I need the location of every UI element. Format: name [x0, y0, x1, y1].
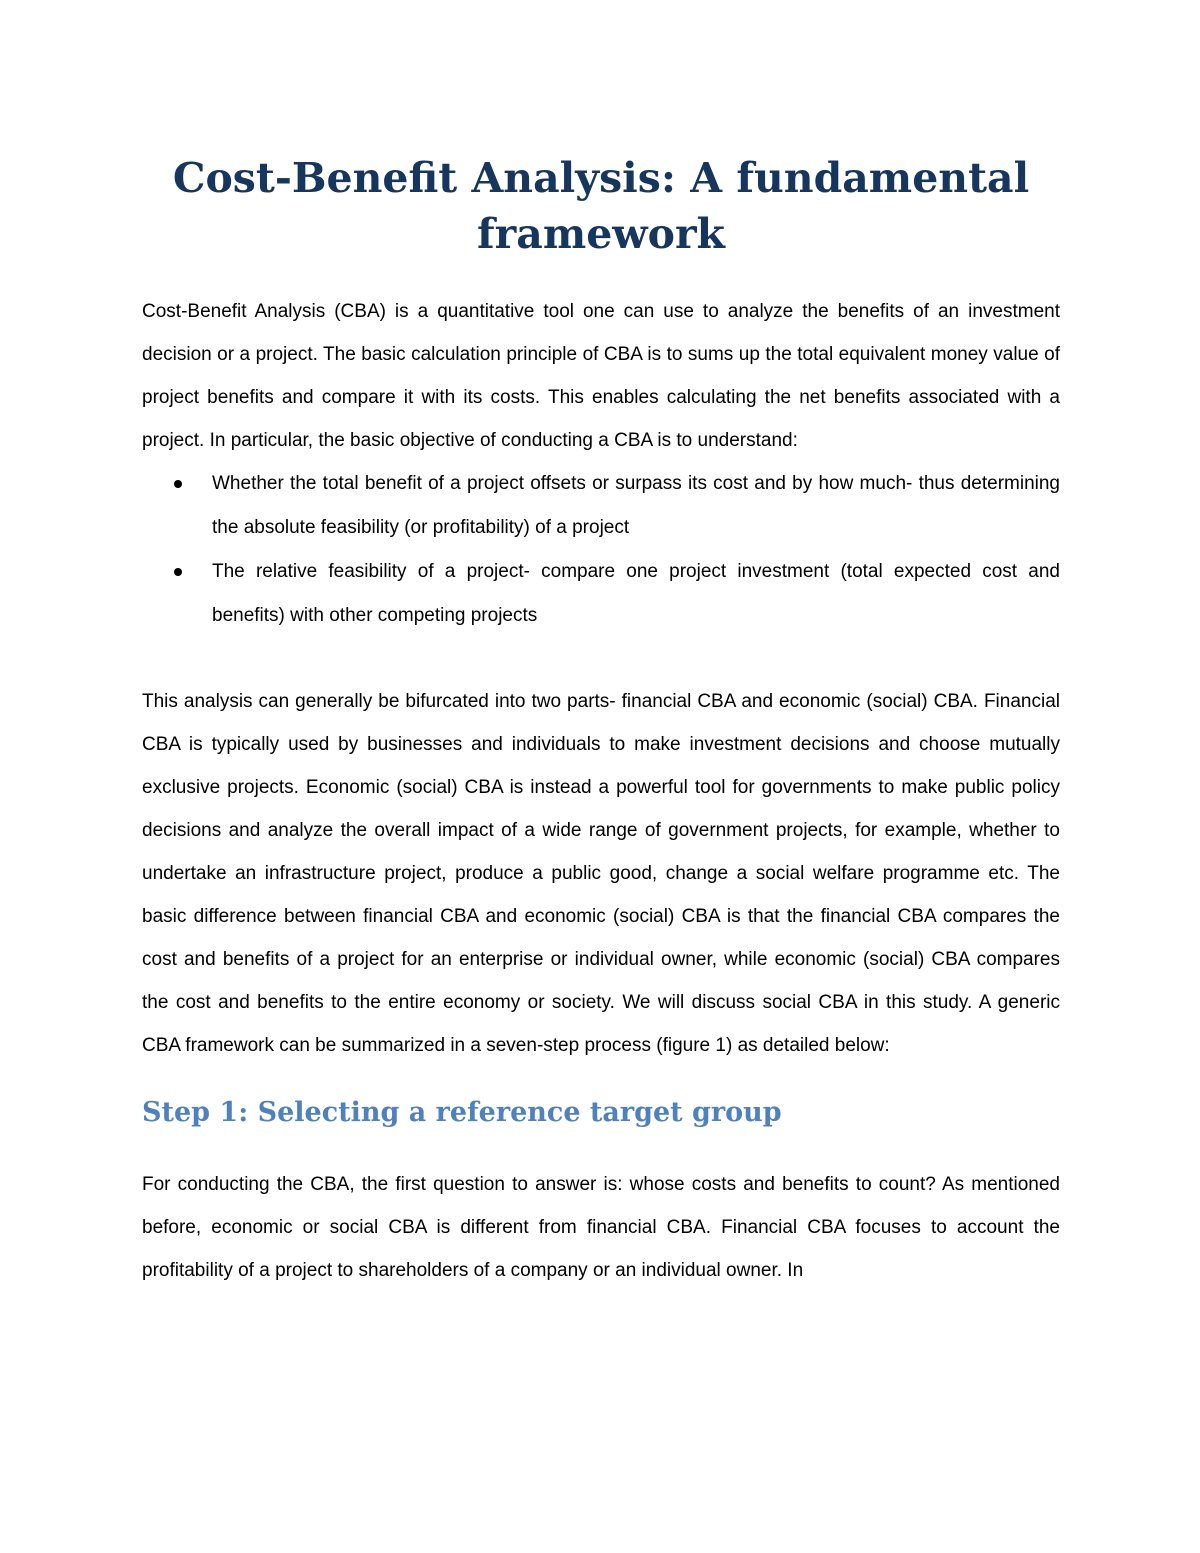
objective-item-1	[142, 462, 1060, 550]
objective-item-2	[142, 550, 1060, 638]
bullet-icon	[174, 568, 182, 576]
document-title-line-1: Cost-Benefit Analysis: A fundamental	[172, 154, 1030, 202]
objectives-list	[142, 462, 1060, 638]
objective-text-1: Whether the total benefit of a project offsets or surpass its cost and by how much- thus determining the absolute feasibility (or profitability) of a project	[212, 473, 1060, 538]
step-1-heading: Step 1: Selecting a reference target group	[142, 1097, 782, 1128]
intro-paragraph: Cost-Benefit Analysis (CBA) is a quantitative tool one can use to analyze the benefits of an investment decision or a project. The basic calculation principle of CBA is to sums up the total equivalent money value of project benefits and compare it with its costs. This enables calculating the net benefits associated with a project. In particular, the basic objective of conducting a CBA is to understand:	[142, 301, 1060, 451]
document-title-line-2: framework	[477, 210, 725, 258]
bullet-icon	[174, 480, 182, 488]
document-title	[142, 150, 1060, 262]
document-page	[142, 150, 1060, 1292]
objective-text-2: The relative feasibility of a project- compare one project investment (total expected cost and benefits) with other competing projects	[212, 561, 1060, 626]
bifurcation-paragraph: This analysis can generally be bifurcated into two parts- financial CBA and economic (social) CBA. Financial CBA is typically used by businesses and individuals to make investment decisions and choose mutually exclusive projects. Economic (social) CBA is instead a powerful tool for governments to make public policy decisions and analyze the overall impact of a wide range of government projects, for example, whether to undertake an infrastructure project, produce a public good, change a social welfare programme etc. The basic difference between financial CBA and economic (social) CBA is that the financial CBA compares the cost and benefits of a project for an enterprise or individual owner, while economic (social) CBA compares the cost and benefits to the entire economy or society. We will discuss social CBA in this study. A generic CBA framework can be summarized in a seven-step process (figure 1) as detailed below:	[142, 691, 1060, 1056]
step-1-paragraph: For conducting the CBA, the first question to answer is: whose costs and benefits to count? As mentioned before, economic or social CBA is different from financial CBA. Financial CBA focuses to account the profitability of a project to shareholders of a company or an individual owner. In	[142, 1174, 1060, 1281]
